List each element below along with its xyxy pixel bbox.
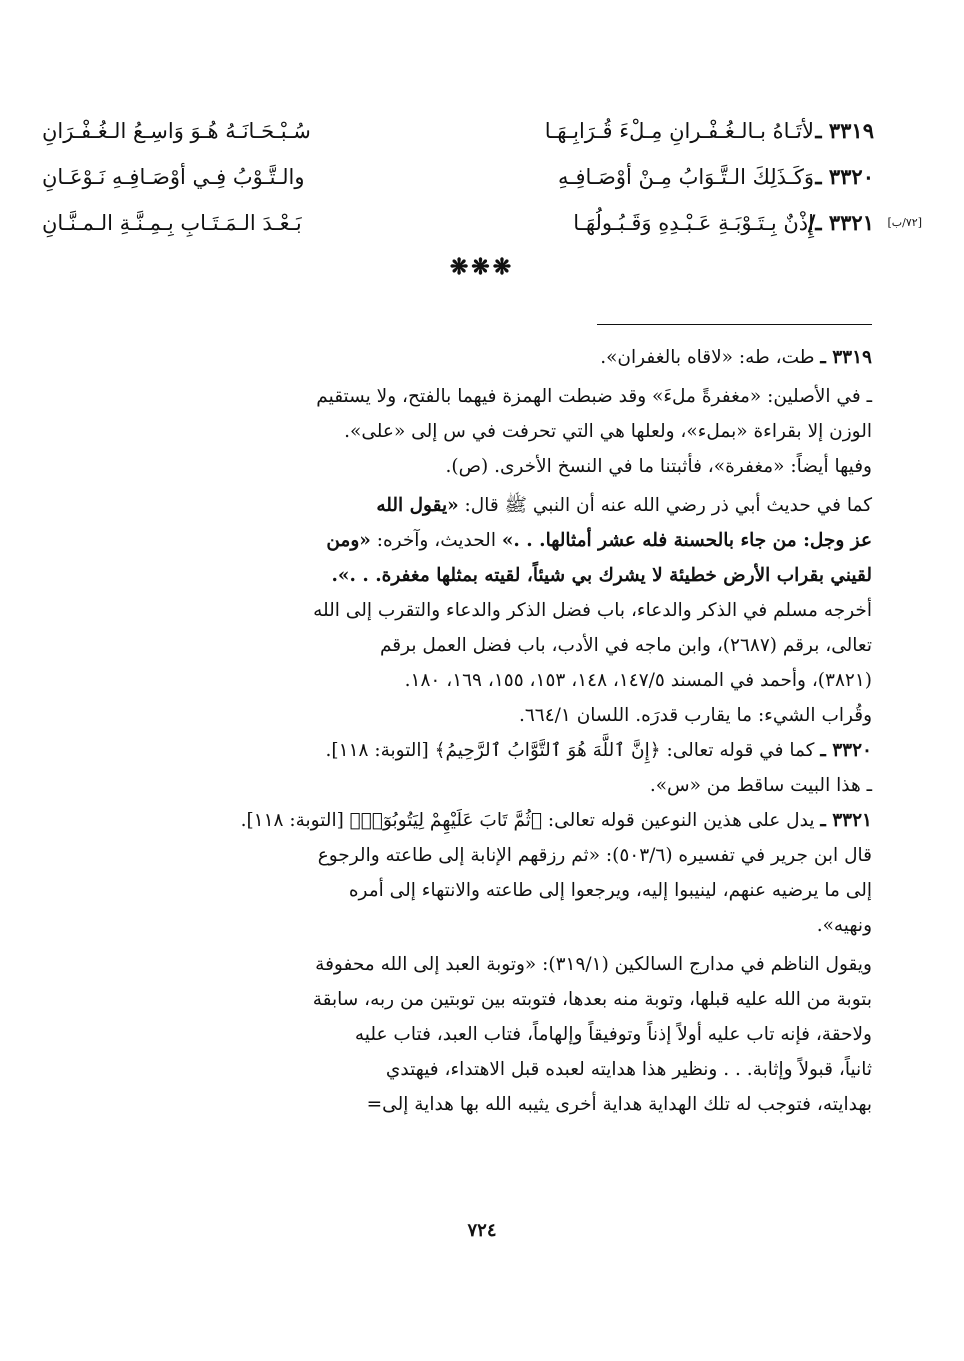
footnote-text: طت، طه: «لاقاه بالغفران». bbox=[600, 347, 815, 368]
hadith-quote: «ومن bbox=[326, 530, 371, 551]
footnote-3320-heading bbox=[92, 733, 872, 768]
footnotes bbox=[92, 340, 872, 1122]
footnote-line: (٣٨٢١)، وأحمد في المسند ١٤٧/٥، ١٤٨، ١٥٣، ١٥٥، ١٦٩، ١٨٠. bbox=[404, 670, 872, 691]
footnote-text: كما في قوله تعالى: ﴿إِنَّ ٱللَّهَ هُوَ ٱلتَّوَّابُ ٱلرَّحِيمُ﴾ [التوبة: ١١٨]. bbox=[325, 740, 815, 761]
footnote-line: إلى ما يرضيه عنهم، لينيبوا إليه، ويرجعوا إلى طاعته والانتهاء إلى أمره bbox=[348, 880, 872, 901]
footnote-line bbox=[92, 523, 872, 558]
verse-second-hemistich: سُـبْـحَـانَـهُ هُـوَ وَاسِـعُ الـغُـفْـرَانِ bbox=[42, 119, 311, 143]
footnote-number: ٣٣٢١ ـ bbox=[820, 810, 872, 831]
footnote-3321-heading bbox=[92, 803, 872, 838]
verse-second-hemistich: بَـعْـدَ الـمَـتَـابِ بِـمِـنَّـةِ الـمـنَّـانِ bbox=[42, 211, 302, 235]
page-number: ٧٢٤ bbox=[467, 1220, 497, 1241]
footnote-number: ٣٣١٩ ـ bbox=[820, 347, 872, 368]
footnote-line: ـ هذا البيت ساقط من «س». bbox=[649, 775, 872, 796]
footnote-line: وفيها أيضاً: «مغفرة»، فأثبتنا ما في النسخ الأخرى. (ص). bbox=[445, 456, 872, 477]
verse-3320 bbox=[42, 154, 874, 200]
verse-number: ٣٣٢٠ ـ bbox=[815, 164, 874, 189]
footnote-divider bbox=[597, 324, 872, 325]
verse-3321 bbox=[42, 200, 922, 246]
manuscript-folio-marker: [٧٢/ب] bbox=[887, 216, 922, 229]
hadith-quote: لقيني بقراب الأرض خطيئة لا يشرك بي شيئاً، لقيته بمثلها مغفرة. . .». bbox=[331, 565, 872, 586]
footnote-3319-heading bbox=[92, 340, 872, 375]
footnote-line: وقُراب الشيء: ما يقارب قدرَه. اللسان ٦٦٤/١. bbox=[518, 705, 872, 726]
footnote-line: ويقول الناظم في مدارج السالكين (٣١٩/١): «وتوبة العبد إلى الله محفوفة bbox=[315, 954, 872, 975]
footnote-line: ولاحقة، فإنه تاب عليه أولاً إذناً وتوفيقاً وإلهاماً، فتاب العبد، فتاب عليه bbox=[354, 1024, 872, 1045]
footnote-line bbox=[92, 488, 872, 523]
footnote-line: ـ في الأصلين: «مغفرةً ملءَ» وقد ضبطت الهمزة فيهما بالفتح، ولا يستقيم bbox=[316, 386, 872, 407]
footnote-line: ونهيه». bbox=[816, 915, 872, 936]
verse-first-hemistich: وَكَـذَلِكَ الـتَّـوَابُ مِـنْ أوْصَـافِـهِ bbox=[558, 165, 814, 189]
verse-second-hemistich: والـتَّـوْبُ فِـي أوْصَـافِـهِ نَـوْعَـانِ bbox=[42, 165, 305, 189]
verse-3319 bbox=[42, 108, 874, 154]
verse-number: ٣٣٢١ ـ/ bbox=[807, 210, 874, 235]
footnote-line: ثانياً، قبولاً وإثابة. . . ونظير هذا هدايته لعبده قبل الاهتداء، فيهتدي bbox=[385, 1059, 872, 1080]
footnote-number: ٣٣٢٠ ـ bbox=[820, 740, 872, 761]
footnote-text: يدل على هذين النوعين قوله تعالى: ﴿ثُمَّ تَابَ عَلَيْهِمْ لِيَتُوبُوٓا۟﴾ [التوبة: ١١٨]. bbox=[240, 810, 815, 831]
footnote-line: تعالى، برقم (٢٦٨٧)، وابن ماجه في الأدب، باب فضل العمل برقم bbox=[379, 635, 872, 656]
verse-first-hemistich: إِذْنٌ بِـتَـوْبَـةِ عَـبْـدِهِ وَقَـبُـولُهَـا bbox=[573, 211, 814, 235]
verse-first-hemistich: لأتَـاهُ بـالـغُـفْـرانِ مِـلْءَ قُـرَابِـهَـا bbox=[544, 119, 814, 143]
footnote-text: الحديث، وآخره: bbox=[370, 530, 502, 551]
verse-number: ٣٣١٩ ـ bbox=[815, 118, 874, 143]
hadith-quote: عز وجل: من جاء بالحسنة فله عشر أمثالها. . .» bbox=[501, 530, 872, 551]
section-separator-stars: ❋❋❋ bbox=[449, 254, 515, 280]
footnote-line: قال ابن جرير في تفسيره (٥٠٣/٦): «ثم رزقهم الإنابة إلى طاعته والرجوع bbox=[317, 845, 872, 866]
poem-verses bbox=[42, 108, 922, 246]
footnote-line: بهدايته، فتوجب له تلك الهداية هداية أخرى يثيبه الله بها هداية إلى= bbox=[366, 1094, 872, 1115]
footnote-text: كما في حديث أبي ذر رضي الله عنه أن النبي ﷺ قال: bbox=[458, 495, 872, 516]
footnote-line: الوزن إلا بقراءة «بملء»، ولعلها هي التي تحرفت في س إلى «على». bbox=[344, 421, 872, 442]
footnote-line: أخرجه مسلم في الذكر والدعاء، باب فضل الذكر والدعاء والتقرب إلى الله bbox=[313, 600, 872, 621]
hadith-quote: «يقول الله bbox=[376, 495, 459, 516]
footnote-line: بتوبة من الله عليه قبلها، وتوبة منه بعدها، فتوبته بين توبتين من ربه، سابقة bbox=[312, 989, 872, 1010]
